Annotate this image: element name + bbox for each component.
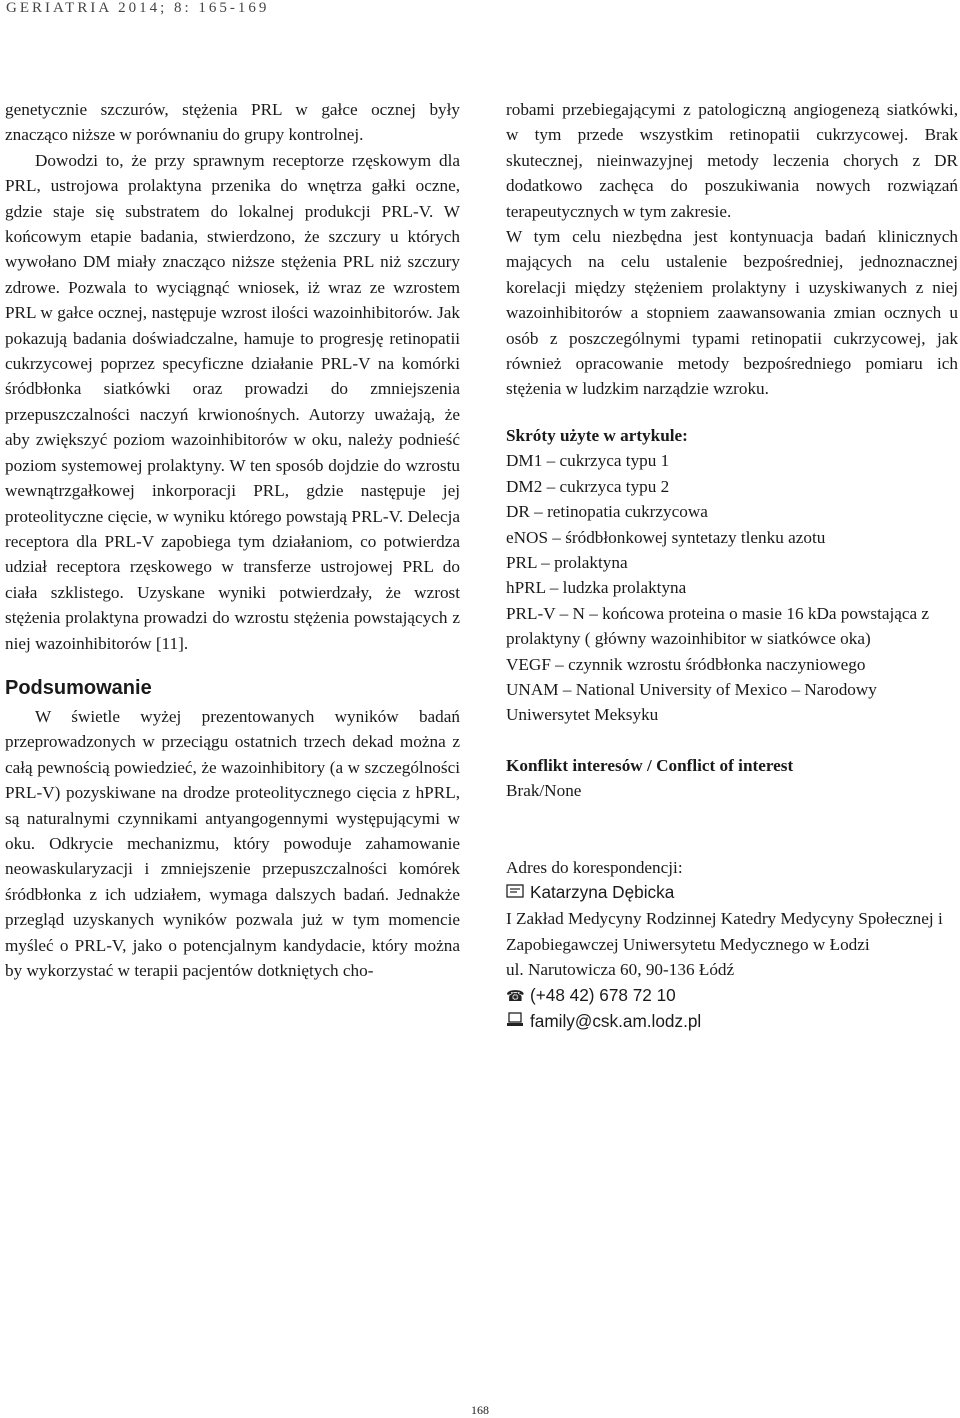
paragraph: genetycznie szczurów, stężenia PRL w gałce ocznej były znacząco niższe w porównaniu do grupy kontrolnej. <box>5 100 460 145</box>
address-block <box>506 880 958 1035</box>
left-column <box>5 97 460 983</box>
running-head: GERIATRIA 2014; 8: 165-169 <box>6 0 270 16</box>
author-line <box>506 880 958 906</box>
abbreviation-item: hPRL – ludzka prolaktyna <box>506 578 687 598</box>
phone-icon: ☎ <box>506 987 525 1005</box>
computer-icon <box>506 1010 530 1035</box>
abbreviation-item: UNAM – National University of Mexico – Narodowy Uniwersytet Meksyku <box>506 679 877 725</box>
email-link[interactable]: family@csk.am.lodz.pl <box>530 1011 702 1031</box>
affiliation: I Zakład Medycyny Rodzinnej Katedry Medycyny Społecznej i Zapobiegawczej Uniwersytetu Medycznego w Łodzi <box>506 909 943 954</box>
page-number: 168 <box>471 1403 489 1417</box>
paragraph: Dowodzi to, że przy sprawnym receptorze rzęskowym dla PRL, ustrojowa prolaktyna przenika do wnętrza gałki oczne, gdzie staje się substratem do lokalnej produkcji PRL-V. W końcowym etapie badania, stwierdzono, że szczury u których wywołano DM miały znacząco niższe stężenia PRL niż szczury zdrowe. Pozwala to wyciągnąć wniosek, iż wraz ze wzrostem PRL w gałce ocznej, następuje wzrost ilości wazoinhibitorów. Jak pokazują badania doświadczalne, hamuje to progresję retinopatii cukrzycowej poprzez specyficzne działanie PRL-V na komórki śródbłonka siatkówki oraz prowadzi do zmniejszenia przepuszczalności naczyń krwionośnych. Autorzy uważają, że aby zwiększyć poziom wazoinhibitorów w oku, należy podnieść poziom systemowej prolaktyny. W ten sposób dojdzie do wzrostu wewnątrzgałkowej inkorporacji PRL, gdzie następuje jej proteolityczne cięcie, w wyniku którego powstają PRL-V. Delecja receptora dla PRL-V zapobiega tym działaniom, co potwierdza udział receptora rzęskowego w transferze ustrojowej PRL do ciała szklistego. Uzyskane wyniki potwierdzały, że wzrost stężenia prolaktyna prowadzi do wzrostu stężenia powstających z niej wazoinhibitorów [11]. <box>5 150 460 653</box>
abbreviation-item: PRL-V – N – końcowa proteina o masie 16 kDa powstająca z prolaktyny ( główny wazoinhibitor w siatkówce oka) <box>506 603 930 649</box>
abbreviation-item: DR – retinopatia cukrzycowa <box>506 502 708 522</box>
conflict-title: Konflikt interesów / Conflict of interest <box>506 755 794 775</box>
section-heading: Podsumowanie <box>5 676 152 699</box>
abbreviation-item: VEGF – czynnik wzrostu śródbłonka naczyniowego <box>506 654 866 674</box>
conflict-value: Brak/None <box>506 781 582 801</box>
paragraph: W tym celu niezbędna jest kontynuacja badań klinicznych mających na celu ustalenie bezpośredniej, jednoznacznej korelacji między stężeniem prolaktyny i uzyskiwanych z niej wazoinhibitorów a stopniem zaawansowania zmian ocznych u osób z poszczególnymi typami retinopatii cukrzycowej, jak również opracowanie metody bezpośredniego pomiaru ich stężenia w ludzkim narządzie wzroku. <box>506 227 958 399</box>
phone-line <box>506 983 958 1009</box>
abbreviation-item: PRL – prolaktyna <box>506 552 628 572</box>
abbreviation-item: eNOS – śródbłonkowej syntetazy tlenku azotu <box>506 527 826 547</box>
abbreviation-item: DM2 – cukrzyca typu 2 <box>506 476 670 496</box>
contact-card-icon <box>506 881 530 906</box>
right-column <box>506 97 958 1035</box>
email-line <box>506 1009 958 1035</box>
author-name: Katarzyna Dębicka <box>530 881 675 902</box>
street-address: ul. Narutowicza 60, 90-136 Łódź <box>506 960 735 980</box>
abbreviation-item: DM1 – cukrzyca typu 1 <box>506 451 670 471</box>
paragraph: robami przebiegającymi z patologiczną angiogenezą siatkówki, w tym przede wszystkim retinopatii cukrzycowej. Brak skutecznej, nieinwazyjnej metody leczenia chorych z DR dodatkowo zachęca do poszukiwania nowych rozwiązań terapeutycznych w tym zakresie. <box>506 100 958 221</box>
abbreviations-title: Skróty użyte w artykule: <box>506 425 688 445</box>
phone-number: (+48 42) 678 72 10 <box>530 984 676 1005</box>
address-label: Adres do korespondencji: <box>506 857 683 877</box>
abbreviations-list <box>506 448 958 727</box>
summary-paragraph: W świetle wyżej prezentowanych wyników badań przeprowadzonych w przeciągu ostatnich trzech dekad można z całą pewnością powiedzieć, że wazoinhibitory (a w szczególności PRL-V) pozyskiwane na drodze proteolitycznego cięcia z hPRL, są naturalnymi czynnikami antyangogennymi występującymi w oku. Odkrycie mechanizmu, który powoduje zahamowanie neowaskularyzacji i zmniejszenie przepuszczalności komórek śródbłonka z ich udziałem, wymaga dalszych badań. Jednakże przegląd uzyskanych wyników pozwala już w tym momencie myśleć o PRL-V, jako o potencjalnym kandydacie, który można by wykorzystać w terapii pacjentów dotkniętych cho- <box>5 706 460 980</box>
